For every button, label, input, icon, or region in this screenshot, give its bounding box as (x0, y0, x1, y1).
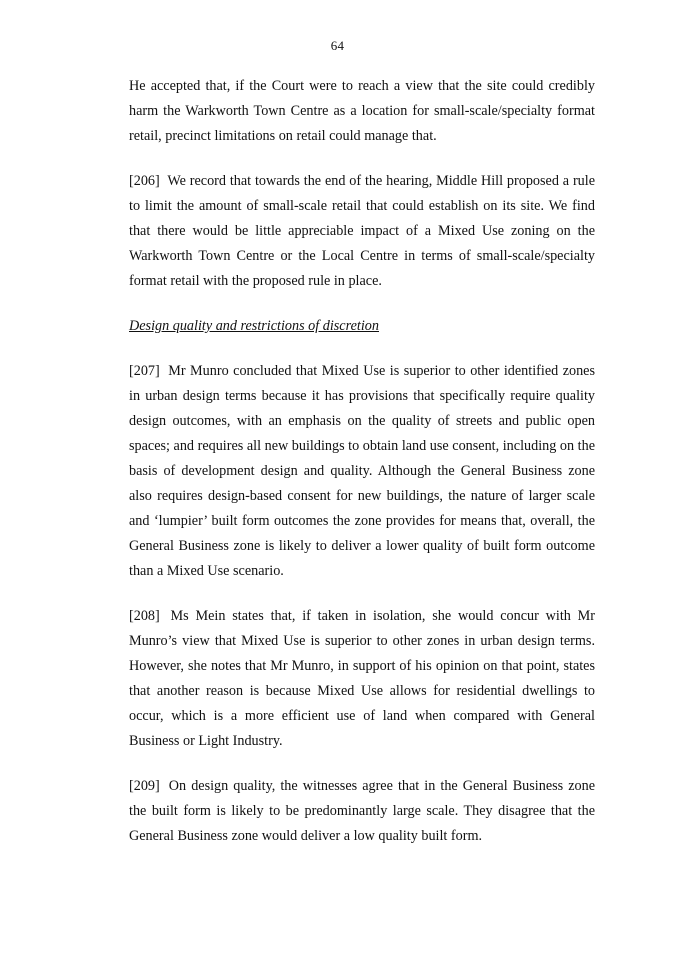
paragraph-number: [208] (129, 608, 160, 624)
paragraph-text: Ms Mein states that, if taken in isolation, she would concur with Mr Munro’s view that Mixed Use is superior to other zones in urban design terms. However, she notes that Mr Munro, in support of his opinion on that point, states that another reason is because Mixed Use allows for residential dwellings to occur, which is a more efficient use of land when compared with General Business or Light Industry. (129, 608, 596, 749)
paragraph-text: Mr Munro concluded that Mixed Use is superior to other identified zones in urban design terms because it has provisions that specifically require quality design outcomes, with an emphasis on the quality of streets and public open spaces; and requires all new buildings to obtain land use consent, including on the basis of development design and quality. Although the General Business zone also requires design-based consent for new buildings, the nature of larger scale and ‘lumpier’ built form outcomes the zone provides for means that, overall, the General Business zone is likely to deliver a lower quality of built form outcome than a Mixed Use scenario. (129, 363, 595, 579)
paragraph-206 (129, 169, 595, 294)
paragraph-209 (129, 774, 595, 849)
paragraph-number: [206] (129, 173, 160, 189)
paragraph-208 (129, 604, 595, 754)
paragraph-text: On design quality, the witnesses agree that in the General Business zone the built form is likely to be predominantly large scale. They disagree that the General Business zone would deliver a low quality built form. (129, 778, 596, 844)
paragraph-text: We record that towards the end of the hearing, Middle Hill proposed a rule to limit the amount of small-scale retail that could establish on its site. We find that there would be little appreciable impact of a Mixed Use zoning on the Warkworth Town Centre or the Local Centre in terms of small-scale/specialty format retail with the proposed rule in place. (129, 173, 595, 289)
paragraph-number: [209] (129, 778, 160, 794)
page-number: 64 (330, 38, 345, 53)
paragraph-number: [207] (129, 363, 160, 379)
section-heading: Design quality and restrictions of discretion (129, 318, 379, 334)
paragraph-207 (129, 359, 595, 584)
body-text (129, 74, 595, 869)
paragraph-intro: He accepted that, if the Court were to reach a view that the site could credibly harm the Warkworth Town Centre as a location for small-scale/specialty format retail, precinct limitations on retail could manage that. (129, 78, 595, 144)
